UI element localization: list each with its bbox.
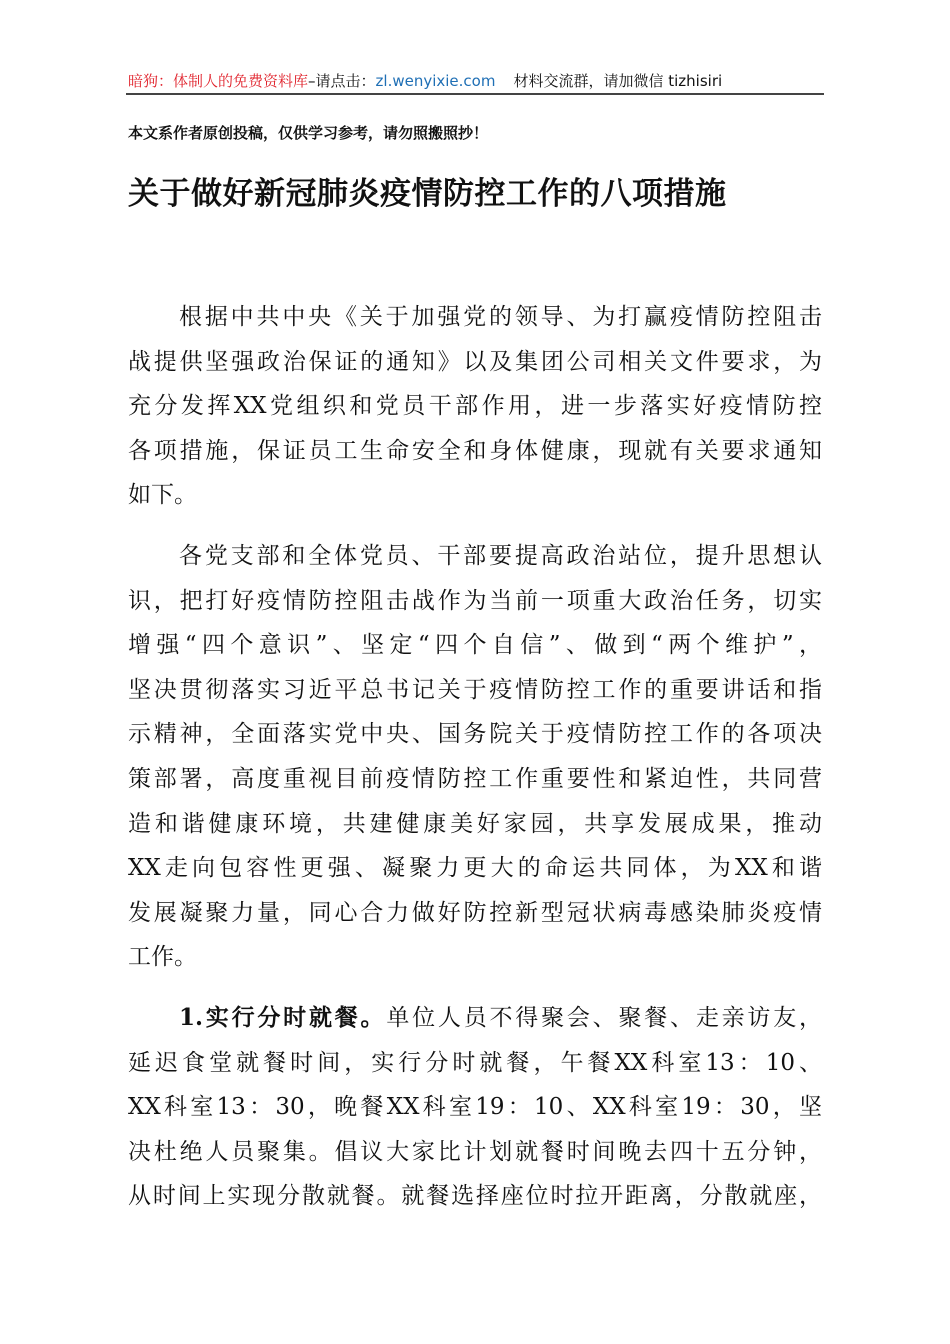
- contact-info: 材料交流群，请加微信 tizhisiri: [513, 72, 723, 90]
- text-line: 从时间上实现分散就餐。就餐选择座位时拉开距离，分散就座，: [128, 1183, 822, 1210]
- site-url-link[interactable]: zl.wenyixie.com: [375, 72, 496, 90]
- text-line: 根据中共中央《关于加强党的领导、为打赢疫情防控阻击: [179, 304, 822, 330]
- paragraph-1: [128, 295, 822, 518]
- text-line: XX走向包容性更强、凝聚力更大的命运共同体，为XX和谐: [128, 855, 822, 882]
- text-line: 工作。: [128, 944, 197, 971]
- copyright-notice: 本文系作者原创投稿，仅供学习参考，请勿照搬照抄！: [128, 124, 489, 142]
- section-heading: 1.实行分时就餐。: [179, 1004, 387, 1031]
- text-line: 充分发挥XX党组织和党员干部作用，进一步落实好疫情防控: [128, 393, 822, 420]
- text-line: 如下。: [128, 482, 197, 509]
- document-title: 关于做好新冠肺炎疫情防控工作的八项措施: [128, 176, 727, 212]
- text-line: 战提供坚强政治保证的通知》以及集团公司相关文件要求，为: [128, 348, 822, 375]
- text-line: [128, 996, 822, 1041]
- click-prompt: –请点击：: [308, 72, 376, 90]
- site-name: 暗狗：体制人的免费资料库: [128, 72, 309, 90]
- paragraph-3: [128, 996, 822, 1219]
- paragraph-2: [128, 534, 822, 980]
- text-line: 增强“四个意识”、坚定“四个自信”、做到“两个维护”，: [128, 632, 822, 659]
- text-line: 发展凝聚力量，同心合力做好防控新型冠状病毒感染肺炎疫情: [128, 899, 822, 926]
- text-line: 造和谐健康环境，共建健康美好家园，共享发展成果，推动: [128, 810, 822, 837]
- text-line: 延迟食堂就餐时间，实行分时就餐，午餐XX科室13：10、: [128, 1049, 822, 1076]
- text-line: XX科室13：30，晚餐XX科室19：10、XX科室19：30，坚: [128, 1094, 822, 1121]
- text-line: 坚决贯彻落实习近平总书记关于疫情防控工作的重要讲话和指: [128, 676, 822, 703]
- page-header: [128, 70, 823, 91]
- text-line: 策部署，高度重视目前疫情防控工作重要性和紧迫性，共同营: [128, 765, 822, 792]
- text-span: 单位人员不得聚会、聚餐、走亲访友，: [386, 1005, 822, 1031]
- text-line: 各项措施，保证员工生命安全和身体健康，现就有关要求通知: [128, 437, 822, 464]
- header-divider: [126, 93, 824, 95]
- text-line: 各党支部和全体党员、干部要提高政治站位，提升思想认: [179, 543, 822, 569]
- text-line: 识，把打好疫情防控阻击战作为当前一项重大政治任务，切实: [128, 587, 822, 614]
- text-line: 决杜绝人员聚集。倡议大家比计划就餐时间晚去四十五分钟，: [128, 1138, 822, 1165]
- text-line: 示精神，全面落实党中央、国务院关于疫情防控工作的各项决: [128, 721, 822, 748]
